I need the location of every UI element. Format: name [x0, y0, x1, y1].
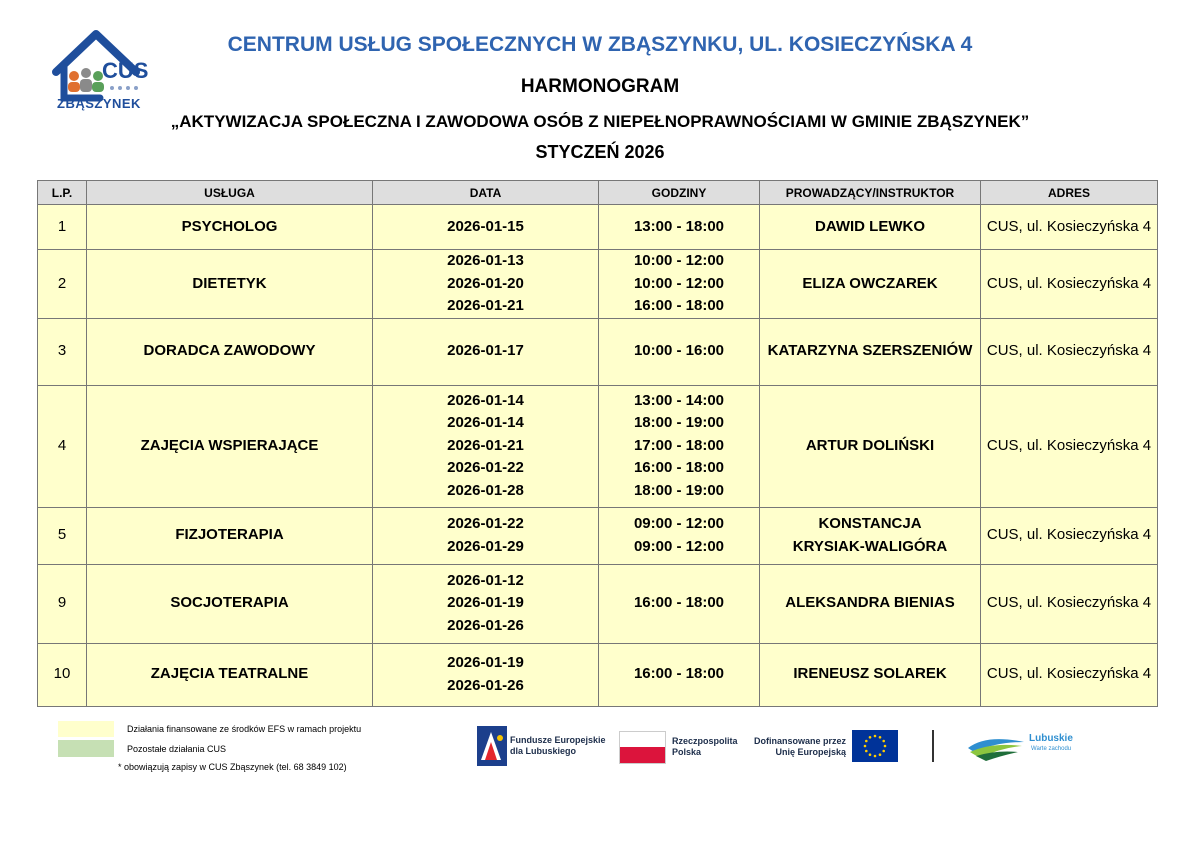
row-hours: 16:00 - 18:00 [599, 564, 760, 643]
row-instructor: ARTUR DOLIŃSKI [760, 385, 981, 507]
schedule-table [37, 180, 1158, 707]
legend-other-swatch [58, 740, 114, 757]
legend-efs-swatch [58, 721, 114, 737]
header-lp: L.P. [38, 181, 87, 205]
table-row [38, 205, 1158, 250]
table-row [38, 643, 1158, 706]
lubuskie-tagline: Warte zachodu [1031, 746, 1072, 752]
row-service: ZAJĘCIA WSPIERAJĄCE [87, 385, 373, 507]
table-row [38, 564, 1158, 643]
row-hours: 09:00 - 12:00 09:00 - 12:00 [599, 507, 760, 564]
row-service: SOCJOTERAPIA [87, 564, 373, 643]
header-date: DATA [373, 181, 599, 205]
row-dates: 2026-01-17 [373, 318, 599, 385]
row-dates: 2026-01-22 2026-01-29 [373, 507, 599, 564]
logo-separator [932, 730, 934, 762]
eu-flag-icon [852, 730, 898, 762]
row-hours: 10:00 - 16:00 [599, 318, 760, 385]
row-dates: 2026-01-12 2026-01-19 2026-01-26 [373, 564, 599, 643]
row-lp: 3 [38, 318, 87, 385]
row-address: CUS, ul. Kosieczyńska 4 [981, 507, 1158, 564]
fundusze-europejskie-logo [477, 726, 507, 766]
table-header-row [38, 181, 1158, 205]
row-hours: 13:00 - 18:00 [599, 205, 760, 250]
legend-efs-label: Działania finansowane ze środków EFS w ramach projektu [127, 724, 362, 734]
row-dates: 2026-01-15 [373, 205, 599, 250]
rzeczpospolita-text: Rzeczpospolita Polska [672, 736, 738, 757]
row-dates: 2026-01-19 2026-01-26 [373, 643, 599, 706]
row-lp: 4 [38, 385, 87, 507]
lubuskie-name: Lubuskie [1029, 733, 1073, 744]
row-instructor: IRENEUSZ SOLAREK [760, 643, 981, 706]
project-name: „AKTYWIZACJA SPOŁECZNA I ZAWODOWA OSÓB Z NIEPEŁNOPRAWNOŚCIAMI W GMINIE ZBĄSZYNEK” [170, 112, 1030, 131]
table-row [38, 385, 1158, 507]
eu-cofinanced-text: Dofinansowane przez Unię Europejską [753, 736, 846, 757]
row-dates: 2026-01-14 2026-01-14 2026-01-21 2026-01-22 2026-01-28 [373, 385, 599, 507]
row-lp: 5 [38, 507, 87, 564]
row-hours: 13:00 - 14:00 18:00 - 19:00 17:00 - 18:00 16:00 - 18:00 18:00 - 19:00 [599, 385, 760, 507]
lubuskie-logo [966, 728, 1026, 762]
fundusze-europejskie-text: Fundusze Europejskie dla Lubuskiego [510, 735, 606, 756]
signup-note: * obowiązują zapisy w CUS Zbąszynek (tel. 68 3849 102) [118, 762, 347, 772]
row-hours: 16:00 - 18:00 [599, 643, 760, 706]
row-address: CUS, ul. Kosieczyńska 4 [981, 643, 1158, 706]
row-address: CUS, ul. Kosieczyńska 4 [981, 385, 1158, 507]
schedule-heading: HARMONOGRAM [520, 76, 680, 97]
month-heading: STYCZEŃ 2026 [535, 142, 665, 162]
header-hours: GODZINY [599, 181, 760, 205]
row-service: DIETETYK [87, 250, 373, 319]
row-address: CUS, ul. Kosieczyńska 4 [981, 205, 1158, 250]
row-service: ZAJĘCIA TEATRALNE [87, 643, 373, 706]
row-instructor: DAWID LEWKO [760, 205, 981, 250]
row-address: CUS, ul. Kosieczyńska 4 [981, 250, 1158, 319]
row-service: FIZJOTERAPIA [87, 507, 373, 564]
row-lp: 1 [38, 205, 87, 250]
logo-town: ZBĄSZYNEK [57, 96, 141, 111]
header-instructor: PROWADZĄCY/INSTRUKTOR [760, 181, 981, 205]
logo-abbr: CUS [102, 58, 149, 83]
row-lp: 2 [38, 250, 87, 319]
header-service: USŁUGA [87, 181, 373, 205]
table-row [38, 507, 1158, 564]
row-hours: 10:00 - 12:00 10:00 - 12:00 16:00 - 18:00 [599, 250, 760, 319]
row-instructor: KONSTANCJA KRYSIAK-WALIGÓRA [760, 507, 981, 564]
row-address: CUS, ul. Kosieczyńska 4 [981, 318, 1158, 385]
polish-flag-icon [619, 731, 666, 764]
row-instructor: KATARZYNA SZERSZENIÓW [760, 318, 981, 385]
legend-other-label: Pozostałe działania CUS [127, 744, 227, 754]
page-title: CENTRUM USŁUG SPOŁECZNYCH W ZBĄSZYNKU, UL. KOSIECZYŃSKA 4 [227, 33, 973, 56]
row-instructor: ELIZA OWCZAREK [760, 250, 981, 319]
row-address: CUS, ul. Kosieczyńska 4 [981, 564, 1158, 643]
row-dates: 2026-01-13 2026-01-20 2026-01-21 [373, 250, 599, 319]
row-service: DORADCA ZAWODOWY [87, 318, 373, 385]
row-lp: 10 [38, 643, 87, 706]
row-service: PSYCHOLOG [87, 205, 373, 250]
row-instructor: ALEKSANDRA BIENIAS [760, 564, 981, 643]
header-address: ADRES [981, 181, 1158, 205]
table-row [38, 250, 1158, 319]
row-lp: 9 [38, 564, 87, 643]
table-row [38, 318, 1158, 385]
